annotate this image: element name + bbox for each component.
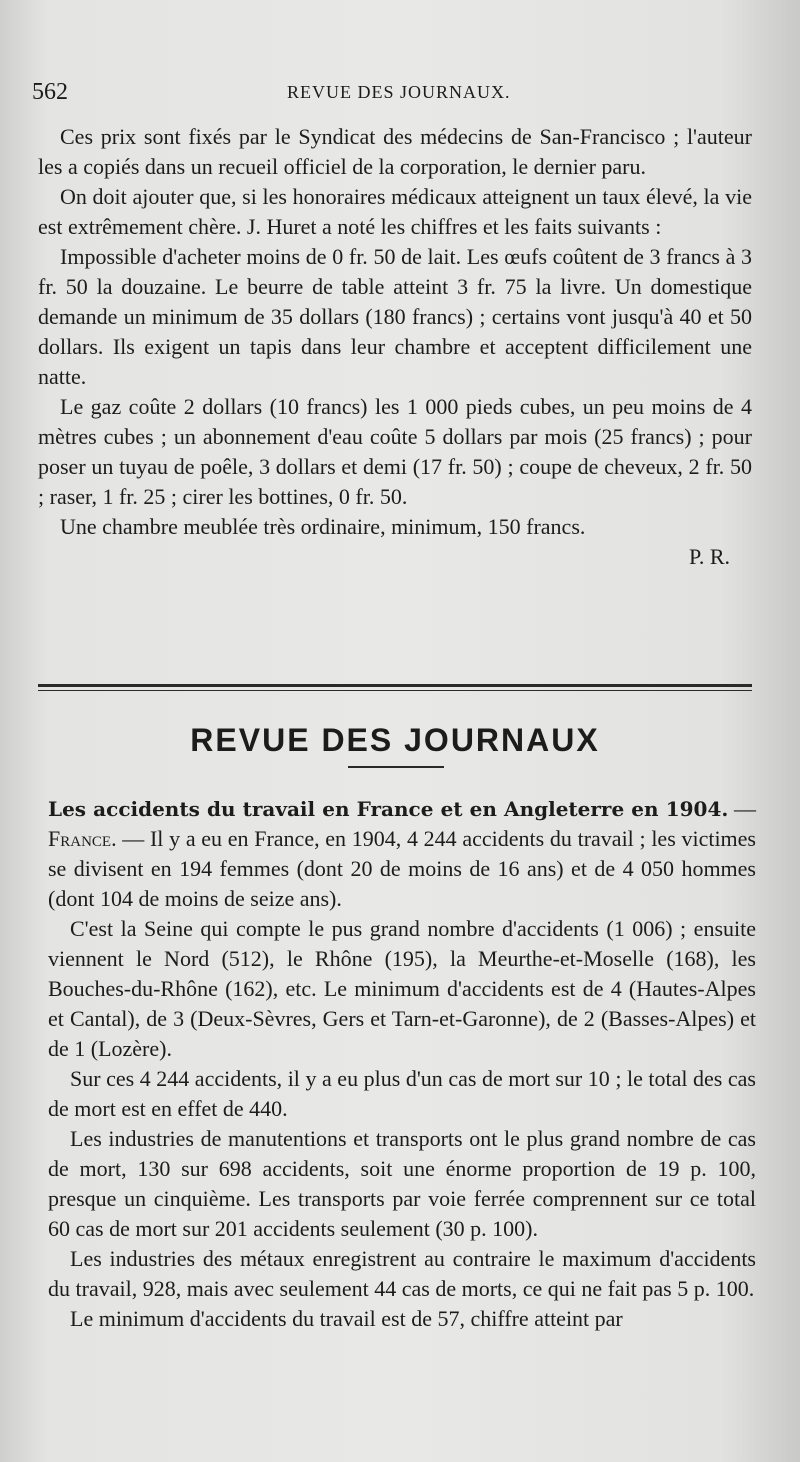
paragraph: C'est la Seine qui compte le pus grand nombre d'accidents (1 006) ; ensuite viennent le Nord (512), le Rhône (195), la Meurthe-et-Moselle (168), les Bouches-du-Rhône (162), etc. Le minimum d'accidents est de 4 (Hautes-Alpes et Cantal), de 3 (Deux-Sèvres, Gers et Tarn-et-Garonne), de 2 (Basses-Alpes) et de 1 (Lozère). [48, 916, 756, 1061]
paragraph: Une chambre meublée très ordinaire, minimum, 150 francs. [60, 514, 586, 539]
paragraph: Impossible d'acheter moins de 0 fr. 50 de lait. Les œufs coûtent de 3 francs à 3 fr. 50 la douzaine. Le beurre de table atteint 3 fr. 75 la livre. Un domestique demande un minimum de 35 dollars (180 francs) ; certains vont jusqu'à 40 et 50 dollars. Ils exigent un tapis dans leur chambre et acceptent difficilement une natte. [38, 244, 752, 389]
signature: P. R. [689, 544, 730, 569]
title-dash: — [728, 796, 757, 821]
paragraph-text: — Il y a eu en France, en 1904, 4 244 accidents du travail ; les victimes se divisent en 194 femmes (dont 20 de moins de 16 ans) et de 4 050 hommes (dont 104 de moins de seize ans). [48, 826, 756, 911]
previous-article-body [38, 122, 752, 572]
article-first-paragraph [48, 794, 756, 914]
paragraph: Le minimum d'accidents du travail est de 57, chiffre atteint par [70, 1306, 623, 1331]
title-underline [348, 766, 444, 768]
running-head: REVUE DES JOURNAUX. [287, 82, 511, 102]
article-body [48, 794, 756, 1334]
paragraph: Les industries des métaux enregistrent au contraire le maximum d'accidents du travail, 928, mais avec seulement 44 cas de morts, ce qui ne fait pas 5 p. 100. [48, 1246, 756, 1301]
paragraph: On doit ajouter que, si les honoraires médicaux atteignent un taux élevé, la vie est extrêmement chère. J. Huret a noté les chiffres et les faits suivants : [38, 184, 752, 239]
paragraph: Sur ces 4 244 accidents, il y a eu plus d'un cas de mort sur 10 ; le total des cas de mort est en effet de 440. [48, 1066, 756, 1121]
page-header [32, 76, 752, 108]
section-title: REVUE DES JOURNAUX [190, 722, 600, 758]
divider-rule [38, 684, 752, 687]
article-title: Les accidents du travail en France et en Angleterre en 1904. [48, 797, 729, 821]
paragraph: Les industries de manutentions et transports ont le plus grand nombre de cas de mort, 130 sur 698 accidents, soit une énorme proportion de 19 p. 100, presque un cinquième. Les transports par voie ferrée comprennent sur ce total 60 cas de mort sur 201 accidents seulement (30 p. 100). [48, 1126, 756, 1241]
paragraph: Ces prix sont fixés par le Syndicat des médecins de San-Francisco ; l'auteur les a copiés dans un recueil officiel de la corporation, le dernier paru. [38, 124, 752, 179]
paragraph: Le gaz coûte 2 dollars (10 francs) les 1 000 pieds cubes, un peu moins de 4 mètres cubes ; un abonnement d'eau coûte 5 dollars par mois (25 francs) ; pour poser un tuyau de poêle, 3 dollars et demi (17 fr. 50) ; coupe de cheveux, 2 fr. 50 ; raser, 1 fr. 25 ; cirer les bottines, 0 fr. 50. [38, 394, 752, 509]
country-label: France. [48, 826, 117, 851]
page-number: 562 [32, 79, 68, 105]
divider-rule-thin [38, 690, 752, 691]
